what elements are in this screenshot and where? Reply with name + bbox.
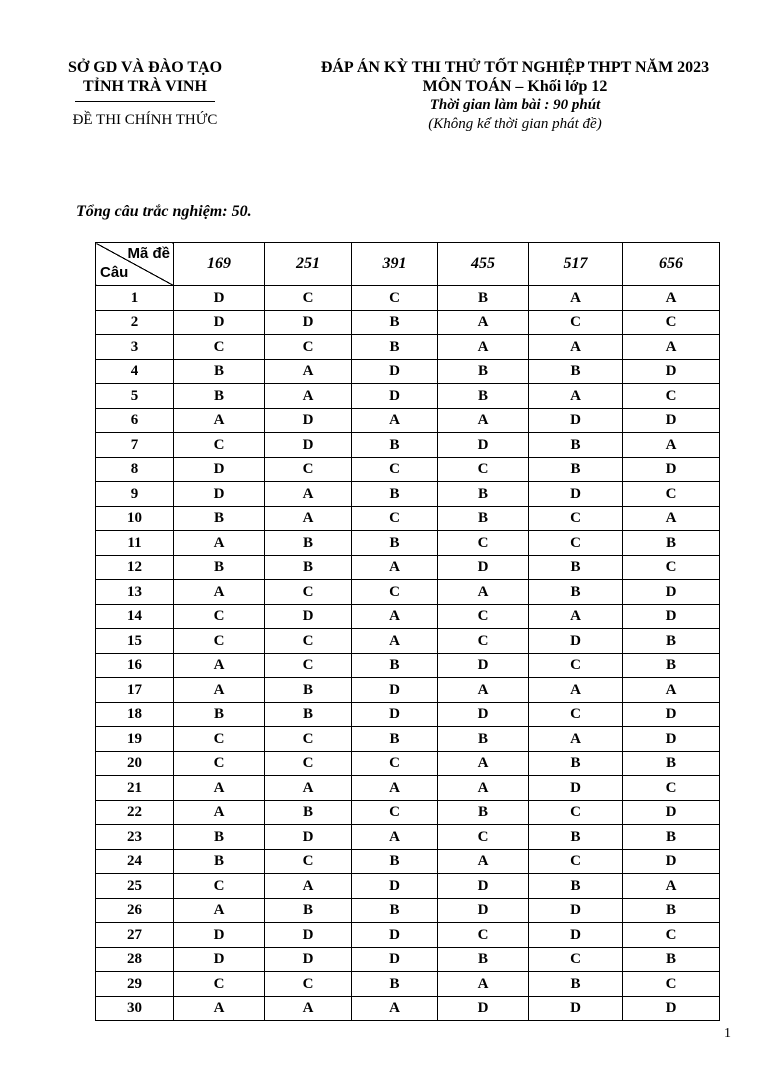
answer-cell: A	[438, 678, 529, 703]
answer-cell: C	[438, 923, 529, 948]
question-header: Câu	[100, 264, 129, 281]
answer-cell: A	[529, 604, 623, 629]
table-row	[96, 702, 720, 727]
exam-code-header: Mã đề	[127, 245, 170, 262]
exam-code-cell: 169	[174, 243, 265, 286]
issuer-header	[40, 58, 250, 129]
question-number-cell: 16	[96, 653, 174, 678]
answer-cell: A	[529, 678, 623, 703]
answer-cell: B	[623, 947, 720, 972]
answer-cell: C	[265, 629, 352, 654]
exam-duration: Thời gian làm bài : 90 phút	[429, 97, 601, 113]
answer-table-body	[96, 286, 720, 1021]
answer-cell: A	[438, 776, 529, 801]
question-number-cell: 13	[96, 580, 174, 605]
table-row	[96, 310, 720, 335]
question-number-cell: 21	[96, 776, 174, 801]
question-number-cell: 9	[96, 482, 174, 507]
answer-cell: D	[174, 923, 265, 948]
question-number-cell: 28	[96, 947, 174, 972]
answer-cell: B	[352, 433, 438, 458]
answer-cell: C	[174, 727, 265, 752]
answer-cell: D	[352, 923, 438, 948]
answer-cell: B	[438, 359, 529, 384]
answer-cell: A	[265, 359, 352, 384]
answer-cell: B	[265, 531, 352, 556]
exam-code-cell: 391	[352, 243, 438, 286]
table-row	[96, 678, 720, 703]
answer-cell: D	[174, 482, 265, 507]
answer-cell: C	[174, 629, 265, 654]
answer-cell: B	[265, 678, 352, 703]
answer-cell: D	[265, 923, 352, 948]
answer-cell: D	[265, 408, 352, 433]
answer-key-table	[95, 242, 720, 1021]
answer-cell: D	[623, 580, 720, 605]
answer-cell: B	[623, 629, 720, 654]
answer-cell: C	[265, 653, 352, 678]
answer-cell: A	[352, 629, 438, 654]
question-number-cell: 19	[96, 727, 174, 752]
answer-cell: C	[529, 653, 623, 678]
table-row	[96, 947, 720, 972]
answer-cell: D	[352, 947, 438, 972]
answer-cell: B	[174, 359, 265, 384]
exam-code-cell: 517	[529, 243, 623, 286]
answer-cell: C	[623, 972, 720, 997]
table-row	[96, 580, 720, 605]
table-row	[96, 384, 720, 409]
answer-cell: C	[174, 972, 265, 997]
answer-cell: A	[438, 310, 529, 335]
answer-cell: B	[529, 751, 623, 776]
table-row	[96, 751, 720, 776]
question-number-cell: 25	[96, 874, 174, 899]
question-number-cell: 30	[96, 996, 174, 1021]
answer-cell: D	[265, 433, 352, 458]
question-number-cell: 5	[96, 384, 174, 409]
question-number-cell: 11	[96, 531, 174, 556]
answer-cell: D	[623, 800, 720, 825]
exam-code-cell: 455	[438, 243, 529, 286]
answer-cell: D	[174, 286, 265, 311]
answer-cell: A	[174, 996, 265, 1021]
answer-cell: B	[174, 825, 265, 850]
answer-cell: A	[174, 800, 265, 825]
table-row	[96, 604, 720, 629]
question-number-cell: 27	[96, 923, 174, 948]
answer-cell: D	[623, 727, 720, 752]
answer-cell: C	[529, 531, 623, 556]
answer-cell: B	[438, 482, 529, 507]
answer-cell: D	[352, 874, 438, 899]
answer-cell: D	[265, 825, 352, 850]
answer-cell: C	[529, 800, 623, 825]
table-row	[96, 457, 720, 482]
answer-cell: B	[265, 555, 352, 580]
table-row	[96, 408, 720, 433]
answer-cell: A	[529, 727, 623, 752]
question-number-cell: 2	[96, 310, 174, 335]
table-row	[96, 286, 720, 311]
answer-cell: D	[623, 408, 720, 433]
answer-cell: A	[438, 408, 529, 433]
answer-cell: D	[352, 678, 438, 703]
table-row	[96, 653, 720, 678]
answer-cell: B	[352, 310, 438, 335]
answer-cell: B	[529, 433, 623, 458]
answer-cell: A	[352, 825, 438, 850]
answer-cell: B	[438, 384, 529, 409]
answer-cell: C	[174, 874, 265, 899]
answer-cell: D	[623, 849, 720, 874]
answer-cell: D	[174, 310, 265, 335]
answer-cell: D	[174, 947, 265, 972]
answer-cell: A	[174, 408, 265, 433]
answer-cell: B	[438, 506, 529, 531]
table-row	[96, 531, 720, 556]
answer-cell: A	[265, 776, 352, 801]
answer-cell: C	[352, 457, 438, 482]
answer-cell: B	[438, 727, 529, 752]
answer-cell: A	[265, 874, 352, 899]
answer-cell: D	[352, 359, 438, 384]
answer-cell: C	[265, 972, 352, 997]
answer-cell: B	[438, 286, 529, 311]
answer-cell: B	[174, 702, 265, 727]
answer-cell: A	[352, 604, 438, 629]
answer-cell: C	[529, 947, 623, 972]
answer-cell: D	[352, 384, 438, 409]
answer-cell: D	[438, 653, 529, 678]
answer-cell: A	[265, 506, 352, 531]
question-number-cell: 10	[96, 506, 174, 531]
province-name: TỈNH TRÀ VINH	[83, 78, 207, 95]
answer-cell: C	[623, 310, 720, 335]
answer-cell: B	[529, 972, 623, 997]
question-number-cell: 24	[96, 849, 174, 874]
answer-cell: A	[438, 335, 529, 360]
answer-cell: C	[352, 286, 438, 311]
answer-cell: C	[623, 923, 720, 948]
answer-cell: D	[529, 898, 623, 923]
answer-cell: C	[623, 776, 720, 801]
answer-cell: D	[529, 923, 623, 948]
answer-cell: B	[529, 580, 623, 605]
table-row	[96, 923, 720, 948]
answer-cell: C	[529, 849, 623, 874]
answer-cell: C	[438, 531, 529, 556]
answer-cell: B	[529, 359, 623, 384]
answer-cell: C	[438, 604, 529, 629]
answer-cell: A	[265, 996, 352, 1021]
answer-cell: C	[174, 335, 265, 360]
answer-cell: D	[352, 702, 438, 727]
answer-cell: C	[623, 555, 720, 580]
answer-cell: D	[438, 555, 529, 580]
question-number-cell: 14	[96, 604, 174, 629]
question-number-cell: 18	[96, 702, 174, 727]
answer-cell: A	[623, 335, 720, 360]
answer-cell: D	[438, 898, 529, 923]
table-row	[96, 996, 720, 1021]
answer-cell: C	[352, 800, 438, 825]
answer-cell: B	[174, 384, 265, 409]
answer-cell: B	[352, 335, 438, 360]
exam-subject: MÔN TOÁN – Khối lớp 12	[422, 78, 608, 95]
question-number-cell: 15	[96, 629, 174, 654]
answer-cell: A	[438, 849, 529, 874]
answer-cell: C	[174, 433, 265, 458]
exam-code-cell: 656	[623, 243, 720, 286]
answer-cell: A	[174, 678, 265, 703]
answer-cell: C	[352, 751, 438, 776]
answer-cell: A	[623, 874, 720, 899]
answer-cell: D	[438, 996, 529, 1021]
answer-cell: B	[174, 555, 265, 580]
answer-cell: D	[529, 482, 623, 507]
exam-duration-note: (Không kể thời gian phát đề)	[428, 116, 602, 132]
answer-cell: D	[623, 359, 720, 384]
answer-cell: A	[623, 678, 720, 703]
corner-header-cell	[96, 243, 174, 286]
answer-cell: B	[529, 825, 623, 850]
answer-cell: A	[265, 482, 352, 507]
answer-cell: C	[265, 727, 352, 752]
answer-cell: C	[438, 825, 529, 850]
table-row	[96, 776, 720, 801]
answer-cell: A	[352, 408, 438, 433]
answer-cell: B	[265, 800, 352, 825]
answer-cell: C	[352, 506, 438, 531]
answer-cell: C	[174, 751, 265, 776]
answer-cell: C	[265, 457, 352, 482]
answer-cell: B	[529, 874, 623, 899]
answer-cell: B	[265, 702, 352, 727]
table-row	[96, 555, 720, 580]
answer-cell: A	[438, 580, 529, 605]
answer-cell: D	[623, 702, 720, 727]
page-number: 1	[724, 1026, 731, 1041]
answer-cell: B	[352, 727, 438, 752]
total-questions-label: Tổng câu trắc nghiệm: 50.	[76, 203, 252, 220]
answer-cell: A	[174, 653, 265, 678]
answer-cell: C	[529, 702, 623, 727]
answer-cell: A	[438, 751, 529, 776]
answer-cell: B	[623, 531, 720, 556]
answer-cell: C	[529, 310, 623, 335]
answer-cell: A	[352, 996, 438, 1021]
question-number-cell: 20	[96, 751, 174, 776]
table-row	[96, 629, 720, 654]
answer-cell: D	[438, 433, 529, 458]
answer-cell: D	[174, 457, 265, 482]
answer-cell: C	[265, 580, 352, 605]
answer-cell: D	[623, 457, 720, 482]
answer-cell: B	[623, 653, 720, 678]
answer-cell: C	[623, 384, 720, 409]
table-row	[96, 849, 720, 874]
table-row	[96, 506, 720, 531]
answer-cell: C	[352, 580, 438, 605]
question-number-cell: 29	[96, 972, 174, 997]
table-row	[96, 972, 720, 997]
answer-cell: C	[529, 506, 623, 531]
answer-cell: B	[529, 555, 623, 580]
answer-cell: A	[174, 898, 265, 923]
answer-cell: B	[352, 653, 438, 678]
answer-cell: C	[265, 849, 352, 874]
official-exam-label: ĐỀ THI CHÍNH THỨC	[72, 112, 218, 128]
answer-cell: B	[352, 849, 438, 874]
table-row	[96, 898, 720, 923]
answer-cell: B	[623, 898, 720, 923]
question-number-cell: 23	[96, 825, 174, 850]
question-number-cell: 12	[96, 555, 174, 580]
answer-cell: D	[529, 776, 623, 801]
answer-cell: A	[623, 506, 720, 531]
department-name: SỞ GD VÀ ĐÀO TẠO	[67, 59, 223, 76]
answer-cell: B	[174, 849, 265, 874]
question-number-cell: 6	[96, 408, 174, 433]
question-number-cell: 4	[96, 359, 174, 384]
question-number-cell: 17	[96, 678, 174, 703]
answer-cell: C	[174, 604, 265, 629]
answer-cell: A	[623, 286, 720, 311]
header-divider	[75, 101, 215, 102]
answer-cell: D	[623, 996, 720, 1021]
answer-cell: C	[438, 629, 529, 654]
answer-cell: C	[265, 286, 352, 311]
answer-cell: A	[623, 433, 720, 458]
question-number-cell: 26	[96, 898, 174, 923]
answer-cell: A	[352, 776, 438, 801]
answer-cell: D	[265, 947, 352, 972]
table-row	[96, 482, 720, 507]
exam-code-cell: 251	[265, 243, 352, 286]
table-row	[96, 359, 720, 384]
answer-cell: B	[623, 751, 720, 776]
answer-cell: A	[529, 384, 623, 409]
table-row	[96, 335, 720, 360]
answer-cell: B	[265, 898, 352, 923]
answer-cell: A	[265, 384, 352, 409]
answer-cell: A	[174, 580, 265, 605]
answer-cell: A	[174, 531, 265, 556]
answer-cell: B	[174, 506, 265, 531]
table-row	[96, 874, 720, 899]
answer-cell: D	[529, 996, 623, 1021]
question-number-cell: 8	[96, 457, 174, 482]
exam-header	[290, 58, 740, 134]
question-number-cell: 7	[96, 433, 174, 458]
answer-cell: C	[265, 751, 352, 776]
answer-cell: D	[529, 629, 623, 654]
answer-cell: B	[623, 825, 720, 850]
question-number-cell: 3	[96, 335, 174, 360]
question-number-cell: 22	[96, 800, 174, 825]
answer-cell: D	[623, 604, 720, 629]
answer-cell: A	[529, 286, 623, 311]
answer-cell: D	[438, 874, 529, 899]
answer-cell: A	[529, 335, 623, 360]
answer-cell: D	[265, 310, 352, 335]
answer-cell: A	[174, 776, 265, 801]
table-row	[96, 727, 720, 752]
answer-cell: C	[623, 482, 720, 507]
answer-cell: B	[352, 972, 438, 997]
question-number-cell: 1	[96, 286, 174, 311]
answer-cell: C	[265, 335, 352, 360]
answer-cell: B	[352, 898, 438, 923]
answer-cell: D	[438, 702, 529, 727]
answer-cell: D	[265, 604, 352, 629]
table-row	[96, 433, 720, 458]
answer-cell: C	[438, 457, 529, 482]
answer-cell: B	[438, 800, 529, 825]
answer-cell: B	[438, 947, 529, 972]
answer-cell: A	[438, 972, 529, 997]
answer-cell: A	[352, 555, 438, 580]
answer-cell: B	[352, 482, 438, 507]
table-row	[96, 800, 720, 825]
table-row	[96, 825, 720, 850]
answer-cell: D	[529, 408, 623, 433]
table-header-row	[96, 243, 720, 286]
exam-title: ĐÁP ÁN KỲ THI THỬ TỐT NGHIỆP THPT NĂM 2023	[320, 59, 710, 76]
answer-cell: B	[529, 457, 623, 482]
answer-cell: B	[352, 531, 438, 556]
